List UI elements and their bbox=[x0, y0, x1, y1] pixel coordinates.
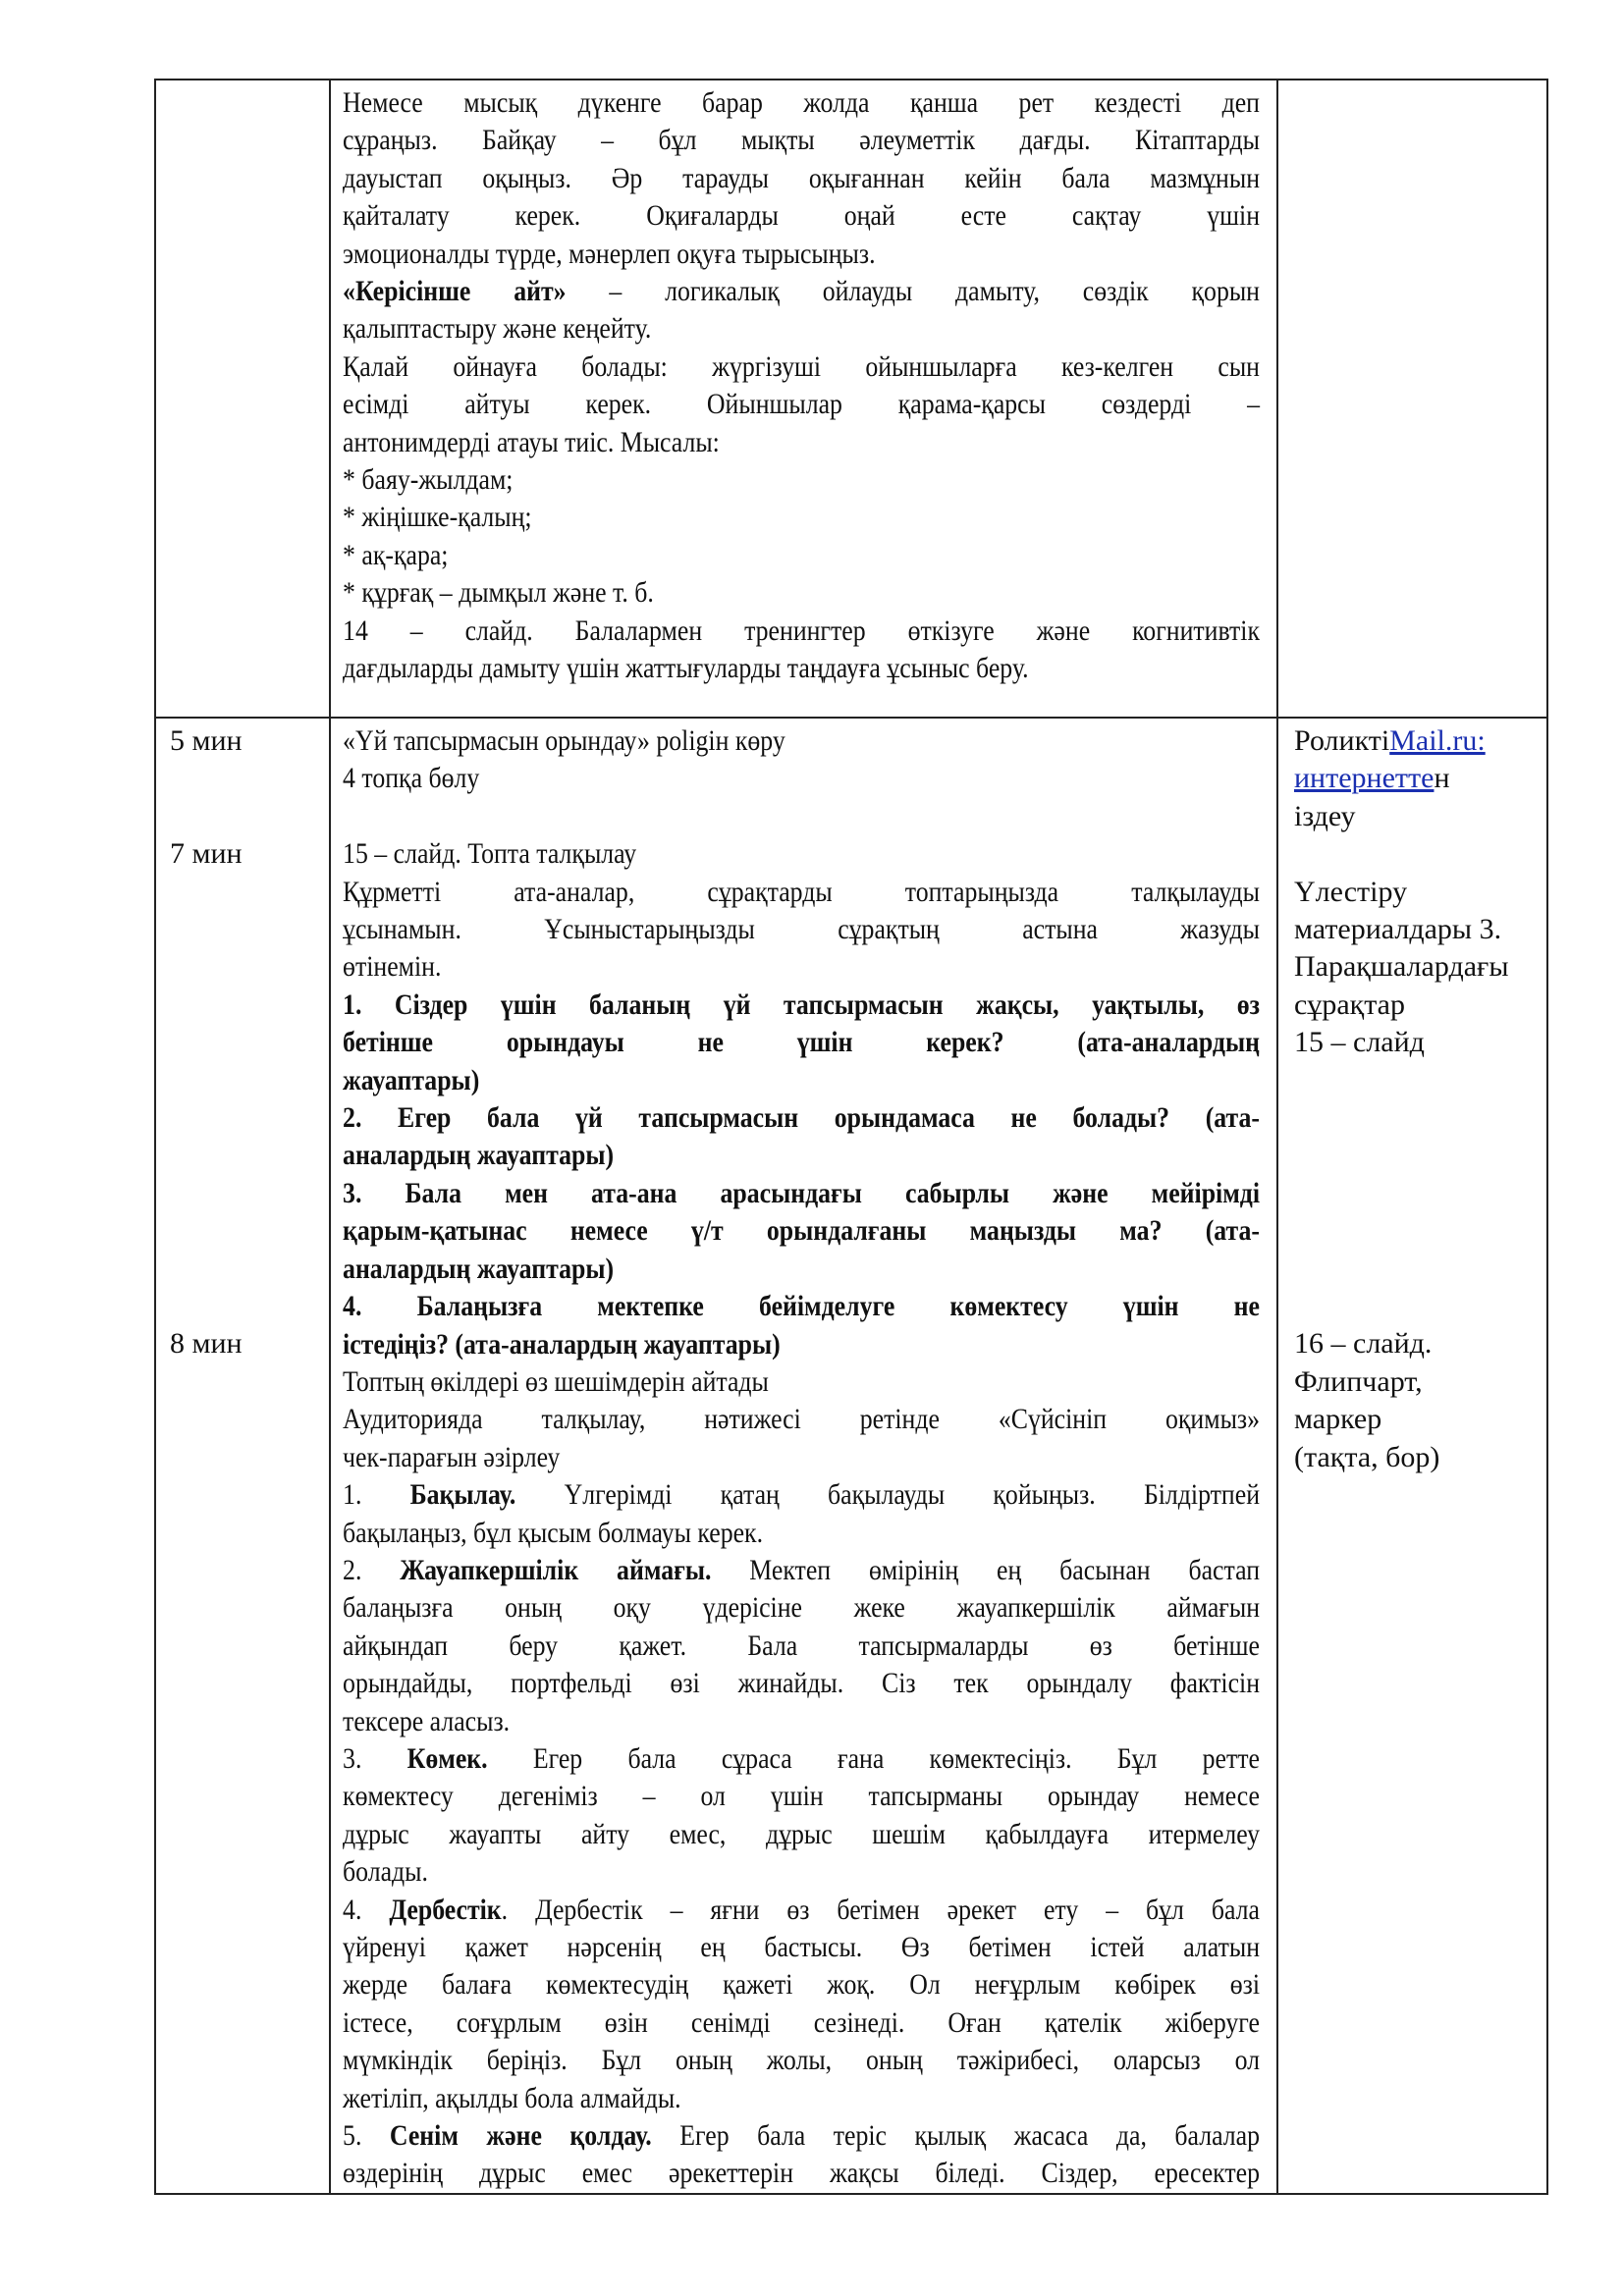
bold-text: бетінше орындауы не үшін керек? (ата-аналардың bbox=[343, 1026, 1260, 1059]
plain-text: Топтың өкілдері өз шешімдерін айтады bbox=[343, 1364, 769, 1398]
plain-text: антонимдерді атауы тиіс. Мысалы: bbox=[343, 425, 720, 458]
plain-text: мүмкіндік беріңіз. Бұл оның жолы, оның тәжірибесі, оларсыз ол bbox=[343, 2044, 1260, 2077]
text-line bbox=[343, 1853, 1260, 1891]
text-line bbox=[343, 2042, 1260, 2079]
text-line bbox=[343, 835, 1260, 873]
plain-text: дұрыс жауапты айту емес, дұрыс шешім қабылдауға итермелеу bbox=[343, 1817, 1260, 1850]
text-line bbox=[343, 722, 1260, 760]
plain-text: Мектеп өмірінің ең басынан бастап bbox=[711, 1553, 1261, 1586]
item-number: 2. bbox=[343, 1553, 401, 1586]
text-line bbox=[343, 537, 1260, 574]
handout-line: Үлестіру bbox=[1294, 875, 1408, 908]
plain-text: өздерінің дұрыс емес әрекеттерін жақсы біледі. Сіздер, ересектер bbox=[343, 2157, 1260, 2190]
text-line bbox=[343, 1515, 1260, 1552]
plain-text: тексере аласыз. bbox=[343, 1704, 511, 1737]
search-text: іздеу bbox=[1294, 799, 1356, 832]
spacer bbox=[170, 1137, 315, 1174]
text-line bbox=[343, 1363, 1260, 1401]
item-number: 3. bbox=[343, 1741, 407, 1775]
plain-text: сұраңыз. Байқау – бұл мықты әлеуметтік дағды. Кітаптарды bbox=[343, 124, 1260, 157]
spacer bbox=[170, 874, 315, 911]
spacer bbox=[170, 948, 315, 986]
content-cell bbox=[330, 718, 1277, 2194]
spacer bbox=[170, 1212, 315, 1250]
internet-link[interactable]: интернетте bbox=[1294, 762, 1435, 795]
text-line bbox=[343, 574, 1260, 612]
text-line bbox=[343, 1024, 1260, 1061]
plain-text: «Үй тапсырмасын орындау» роligін көру bbox=[343, 724, 785, 757]
bold-text: Бақылау. bbox=[409, 1478, 516, 1512]
plain-text: көмектесу дегеніміз – ол үшін тапсырманы орындау немесе bbox=[343, 1780, 1260, 1813]
plain-text: есімді айтуы керек. Ойыншылар қарама-қарсы сөздерді – bbox=[343, 388, 1260, 421]
plain-text: Егер бала сұраса ғана көмектесіңіз. Бұл ретте bbox=[487, 1741, 1260, 1775]
plain-text: ұсынамын. Ұсыныстарыңызды сұрақтың астына жазуды bbox=[343, 913, 1260, 946]
spacer bbox=[170, 911, 315, 948]
duration-label: 7 мин bbox=[170, 837, 243, 871]
plain-text: Құрметті ата-аналар, сұрақтарды топтарыңызда талқылауды bbox=[343, 875, 1260, 908]
spacer bbox=[170, 1099, 315, 1137]
plain-text: чек-парағын әзірлеу bbox=[343, 1440, 561, 1473]
plain-text: өтінемін. bbox=[343, 950, 442, 984]
text-line bbox=[343, 2080, 1260, 2117]
text-line bbox=[343, 461, 1260, 499]
text-line bbox=[343, 1326, 1260, 1363]
plain-text: айқындап беру қажет. Бала тапсырмаларды өз бетінше bbox=[343, 1629, 1260, 1662]
table-row bbox=[155, 80, 1547, 718]
spacer bbox=[170, 987, 315, 1024]
spacer bbox=[170, 1250, 315, 1287]
plain-text: – логикалық ойлауды дамыту, сөздік қорын bbox=[566, 275, 1260, 308]
flipchart-line: Флипчарт, bbox=[1294, 1364, 1423, 1398]
text-line bbox=[343, 1137, 1260, 1174]
text-line bbox=[343, 1929, 1260, 1966]
bold-text: жауаптары) bbox=[343, 1063, 480, 1096]
handout-line: 15 – слайд bbox=[1294, 1026, 1425, 1059]
text-line bbox=[343, 1099, 1260, 1137]
plain-text: жетіліп, ақылды бола алмайды. bbox=[343, 2081, 681, 2114]
text-line bbox=[343, 1589, 1260, 1627]
bold-text: қарым-қатынас немесе ү/т орындалғаны маңызды ма? (ата- bbox=[343, 1214, 1260, 1248]
text-line bbox=[343, 1401, 1260, 1438]
plain-text: Қалай ойнауға болады: жүргізуші ойыншыларға кез-келген сын bbox=[343, 349, 1260, 383]
spacer bbox=[170, 1062, 315, 1099]
text-line bbox=[343, 1628, 1260, 1665]
text-line bbox=[343, 197, 1260, 235]
text-line bbox=[343, 310, 1260, 347]
text-line bbox=[343, 650, 1260, 687]
text-line bbox=[343, 911, 1260, 948]
text-line bbox=[343, 160, 1260, 197]
text-line bbox=[343, 122, 1260, 159]
text-line bbox=[343, 987, 1260, 1024]
text-line bbox=[343, 386, 1260, 423]
text-line bbox=[343, 1175, 1260, 1212]
internet-link-suffix: н bbox=[1434, 762, 1450, 795]
bold-text: 1. Сіздер үшін баланың үй тапсырмасын жақсы, уақтылы, өз bbox=[343, 988, 1260, 1021]
plain-text: * жіңішке-қалың; bbox=[343, 501, 532, 534]
text-line bbox=[343, 1476, 1260, 1514]
bold-text: істедіңіз? (ата-аналардың жауаптары) bbox=[343, 1327, 781, 1361]
content-cell bbox=[330, 80, 1277, 718]
item-number: 5. bbox=[343, 2119, 390, 2153]
item-number: 1. bbox=[343, 1478, 410, 1512]
bold-text: Дербестік bbox=[389, 1893, 502, 1926]
text-line bbox=[343, 1892, 1260, 1929]
duration-label: 5 мин bbox=[170, 724, 243, 757]
video-resource bbox=[1294, 722, 1537, 760]
plain-text: * баяу-жылдам; bbox=[343, 463, 514, 497]
plain-text: болады. bbox=[343, 1855, 428, 1889]
text-line bbox=[343, 613, 1260, 650]
plain-text: Немесе мысық дүкенге барар жолда қанша рет кездесті деп bbox=[343, 86, 1260, 119]
bold-text: Жауапкершілік аймағы. bbox=[400, 1553, 712, 1586]
resources-list bbox=[1278, 719, 1546, 1476]
plain-text: Үлгерімді қатаң бақылауды қойыңыз. Білдіртпей bbox=[515, 1478, 1260, 1512]
bold-text: аналардың жауаптары) bbox=[343, 1252, 615, 1285]
handout-line: сұрақтар bbox=[1294, 988, 1405, 1021]
flipchart-line: (тақта, бор) bbox=[1294, 1440, 1440, 1473]
plain-text: 4 топқа бөлу bbox=[343, 762, 480, 795]
text-line bbox=[343, 2004, 1260, 2042]
bold-text: 3. Бала мен ата-ана арасындағы сабырлы және мейірімді bbox=[343, 1176, 1260, 1209]
bold-text: Сенім және қолдау. bbox=[389, 2119, 652, 2153]
text-line bbox=[343, 1778, 1260, 1815]
handout-line: материалдары 3. bbox=[1294, 913, 1502, 946]
bold-text: Көмек. bbox=[406, 1741, 488, 1775]
bold-text: 4. Балаңызға мектепке бейімделуге көмектесу үшін не bbox=[343, 1290, 1260, 1323]
plain-text: эмоционалды түрде, мәнерлеп оқуға тырысыңыз. bbox=[343, 237, 876, 270]
spacer bbox=[170, 760, 315, 797]
bold-text: «Керісінше айт» bbox=[343, 275, 567, 308]
mail-ru-link[interactable]: Mail.ru: bbox=[1389, 724, 1486, 757]
plain-text: . Дербестік – яғни өз бетімен әрекет ету – бұл бала bbox=[501, 1893, 1260, 1926]
flipchart-line: маркер bbox=[1294, 1403, 1382, 1436]
internet-resource bbox=[1294, 760, 1537, 797]
text-line bbox=[343, 1552, 1260, 1589]
plain-text: орындайды, портфельді өзі жинайды. Сіз тек орындалу фактісін bbox=[343, 1667, 1260, 1700]
text-line bbox=[343, 1288, 1260, 1325]
plain-text: қайталату керек. Оқиғаларды оңай есте сақтау үшін bbox=[343, 199, 1260, 233]
text-line bbox=[343, 760, 1260, 797]
plain-text: дауыстап оқыңыз. Әр тарауды оқығаннан кейін бала мазмұнын bbox=[343, 161, 1260, 194]
resources-cell bbox=[1277, 718, 1547, 2194]
handout-line: Парақшалардағы bbox=[1294, 950, 1509, 984]
video-label: Роликті bbox=[1294, 724, 1390, 757]
plain-text: Аудиторияда талқылау, нәтижесі ретінде «Сүйсініп оқимыз» bbox=[343, 1403, 1260, 1436]
plain-text: * ақ-қара; bbox=[343, 538, 449, 571]
spacer bbox=[170, 1175, 315, 1212]
plain-text: дағдыларды дамыту үшін жаттығуларды таңдауға ұсыныс беру. bbox=[343, 652, 1029, 685]
text-line bbox=[343, 2155, 1260, 2192]
item-number: 4. bbox=[343, 1893, 390, 1926]
text-line bbox=[343, 236, 1260, 273]
text-line bbox=[343, 948, 1260, 986]
text-line bbox=[343, 1212, 1260, 1250]
text-line bbox=[343, 2117, 1260, 2155]
plain-text: қалыптастыру және кеңейту. bbox=[343, 312, 652, 346]
text-line bbox=[343, 1740, 1260, 1778]
text-line bbox=[343, 1062, 1260, 1099]
text-line bbox=[343, 1703, 1260, 1740]
text-line bbox=[343, 1816, 1260, 1853]
time-cell bbox=[155, 80, 330, 718]
plain-text: істесе, соғұрлым өзін сенімді сезінеді. Оған қателік жіберуге bbox=[343, 2005, 1260, 2039]
text-line bbox=[343, 273, 1260, 310]
text-line bbox=[343, 84, 1260, 122]
spacer bbox=[170, 1288, 315, 1325]
flipchart-line: 16 – слайд. bbox=[1294, 1327, 1433, 1361]
text-line bbox=[343, 798, 1260, 835]
text-line bbox=[343, 1966, 1260, 2003]
text-line bbox=[343, 424, 1260, 461]
lesson-plan-table bbox=[154, 79, 1548, 2195]
bold-text: 2. Егер бала үй тапсырмасын орындамаса не болады? (ата- bbox=[343, 1101, 1260, 1135]
resources-cell bbox=[1277, 80, 1547, 718]
plain-text: 14 – слайд. Балалармен тренингтер өткізуге және когнитивтік bbox=[343, 614, 1260, 647]
spacer bbox=[170, 1024, 315, 1061]
plain-text: Егер бала теріс қылық жасаса да, балалар bbox=[651, 2119, 1260, 2153]
plain-text: * құрғақ – дымқыл және т. б. bbox=[343, 576, 654, 610]
table-row bbox=[155, 718, 1547, 2194]
bold-text: аналардың жауаптары) bbox=[343, 1139, 615, 1172]
text-line bbox=[343, 499, 1260, 536]
plain-text: 15 – слайд. Топта талқылау bbox=[343, 837, 637, 871]
plain-text: үйренуі қажет нәрсенің ең бастысы. Өз бетімен істей алатын bbox=[343, 1931, 1260, 1963]
time-cell bbox=[155, 718, 330, 2194]
plain-text: жерде балаға көмектесудің қажеті жоқ. Ол неғұрлым көбірек өзі bbox=[343, 1968, 1260, 2002]
plain-text: балаңызға оның оқу үдерісіне жеке жауапкершілік аймағын bbox=[343, 1591, 1260, 1625]
text-line bbox=[343, 874, 1260, 911]
duration-label: 8 мин bbox=[170, 1327, 243, 1361]
text-line bbox=[343, 1439, 1260, 1476]
plain-text: бақылаңыз, бұл қысым болмауы керек. bbox=[343, 1516, 764, 1549]
text-line bbox=[343, 1251, 1260, 1288]
text-line bbox=[343, 1665, 1260, 1702]
text-line bbox=[343, 348, 1260, 386]
spacer bbox=[170, 798, 315, 835]
